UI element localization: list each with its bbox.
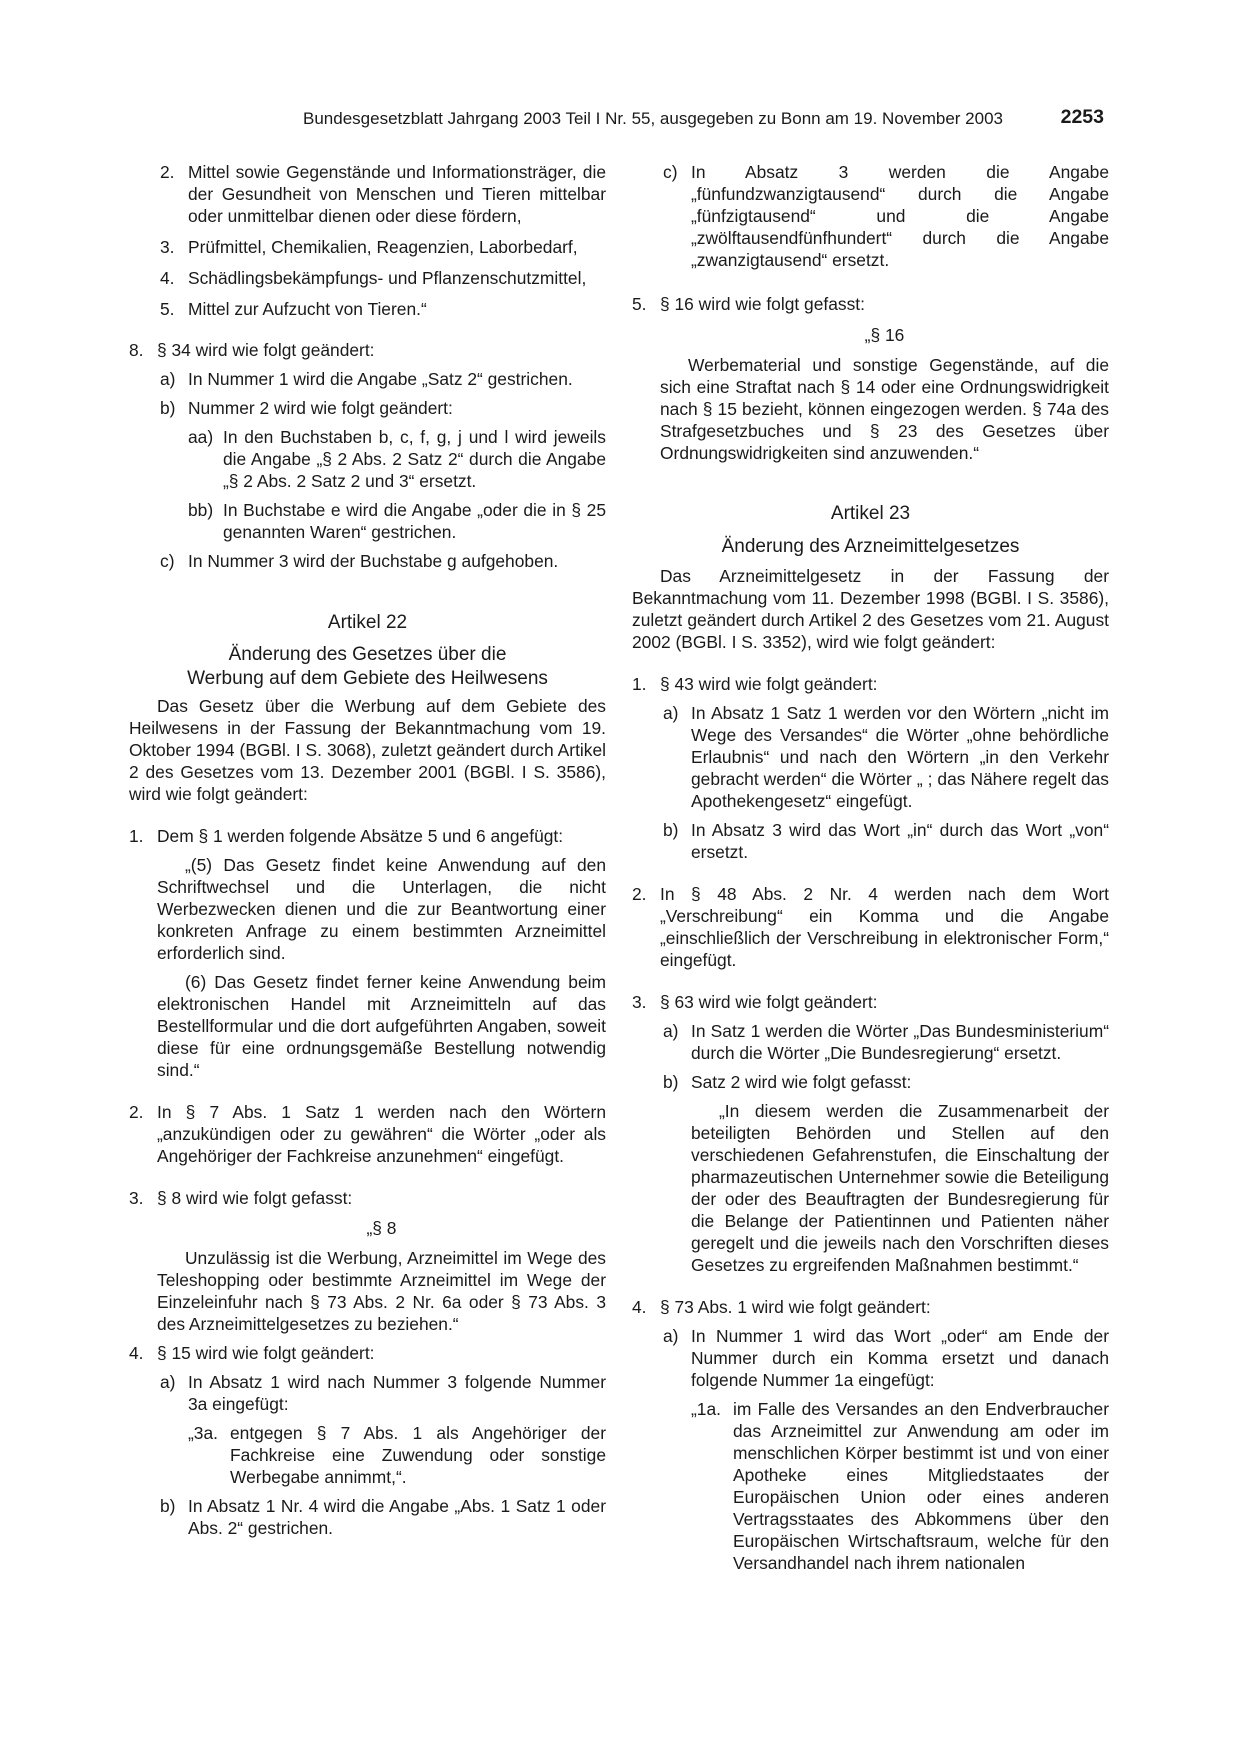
list-item — [129, 1342, 606, 1364]
item-label: 4. — [632, 1297, 647, 1317]
left-column — [129, 161, 606, 1539]
quoted-paragraph: Unzulässig ist die Werbung, Arzneimittel im Wege des Teleshopping oder bestimmte Arzneimittel im Wege der Einzeleinfuhr nach § 73 Abs. 2 Nr. 6a oder § 73 Abs. 3 des Arzneimittelgesetzes zu beziehen.“ — [157, 1248, 606, 1334]
article-title-line: Änderung des Gesetzes über die — [228, 644, 507, 665]
sub-item-text: In Absatz 1 Nr. 4 wird die Angabe „Abs. 1 Satz 1 oder Abs. 2“ gestrichen. — [188, 1496, 606, 1538]
item-text: Mittel sowie Gegenstände und Informationsträger, die der Gesundheit von Menschen und Tieren mittelbar oder unmittelbar dienen oder diese fördern, — [188, 162, 606, 226]
item-label: 5. — [632, 294, 647, 314]
sub-item-text: In Nummer 1 wird das Wort „oder“ am Ende der Nummer durch ein Komma ersetzt und danach folgende Nummer 1a eingefügt: — [691, 1326, 1109, 1390]
sub-item-label: a) — [663, 703, 679, 723]
sub-item-label: a) — [160, 369, 176, 389]
section-heading: „§ 16 — [864, 325, 905, 345]
sub-item-text: In Nummer 3 wird der Buchstabe g aufgehoben. — [188, 551, 559, 571]
sub-item-text: In Absatz 3 werden die Angabe „fünfundzwanzigtausend“ durch die Angabe „fünfzigtausend“ und die Angabe „zwölftausendfünfhundert“ durch die Angabe „zwanzigtausend“ ersetzt. — [691, 162, 1109, 270]
quoted-item-text: entgegen § 7 Abs. 1 als Angehöriger der Fachkreise eine Zuwendung oder sonstige Werbegabe annimmt,“. — [230, 1423, 606, 1487]
item-text: § 8 wird wie folgt gefasst: — [157, 1188, 353, 1208]
item-text: § 34 wird wie folgt geändert: — [157, 340, 375, 360]
sub-item-label: b) — [663, 820, 679, 840]
sub-item — [160, 397, 606, 419]
page-header — [0, 108, 1244, 132]
quoted-paragraph: Werbematerial und sonstige Gegenstände, auf die sich eine Straftat nach § 14 oder eine Ordnungswidrigkeit nach § 15 bezieht, können eingezogen werden. § 74a des Strafgesetzbuches und § 23 des Gesetzes über Ordnungswidrigkeiten sind anzuwenden.“ — [660, 355, 1109, 463]
quoted-paragraph: (6) Das Gesetz findet ferner keine Anwendung beim elektronischen Handel mit Arzneimitteln auf das Bestellformular und die dort aufgeführten Angaben, soweit diese für eine ordnungsgemäße Bestellung notwendig sind.“ — [157, 972, 606, 1080]
sub-sub-item — [188, 499, 606, 543]
item-text: Mittel zur Aufzucht von Tieren.“ — [188, 299, 427, 319]
sub-item-label: b) — [160, 398, 176, 418]
section-heading: „§ 8 — [366, 1218, 397, 1238]
sub-item — [160, 368, 606, 390]
list-item — [632, 293, 1109, 315]
sub-item — [663, 819, 1109, 863]
quoted-paragraph: „(5) Das Gesetz findet keine Anwendung auf den Schriftwechsel und die Unterlagen, die nicht Werbezwecken dienen und die zur Beantwortung einer konkreten Anfrage zu einem bestimmten Arzneimittel erforderlich sind. — [157, 855, 606, 963]
item-label: 3. — [632, 992, 647, 1012]
list-item — [632, 673, 1109, 695]
article-title-line: Werbung auf dem Gebiete des Heilwesens — [187, 668, 548, 689]
quoted-item-label: „3a. — [188, 1423, 218, 1443]
sub-item-label: c) — [160, 551, 175, 571]
item-label: 4. — [160, 268, 175, 288]
item-text: In § 48 Abs. 2 Nr. 4 werden nach dem Wort „Verschreibung“ ein Komma und die Angabe „einschließlich der Verschreibung in elektronischer Form,“ eingefügt. — [660, 884, 1109, 970]
list-item — [632, 883, 1109, 971]
sub-item-label: a) — [663, 1021, 679, 1041]
sub-item-label: b) — [160, 1496, 176, 1516]
list-item — [160, 236, 606, 258]
item-label: 3. — [129, 1188, 144, 1208]
article-title: Änderung des Arzneimittelgesetzes — [721, 536, 1020, 557]
article-title — [129, 643, 606, 691]
sub-sub-item-text: In Buchstabe e wird die Angabe „oder die in § 25 genannten Waren“ gestrichen. — [223, 500, 606, 542]
list-item — [632, 991, 1109, 1013]
item-label: 2. — [129, 1102, 144, 1122]
sub-item — [663, 1325, 1109, 1391]
item-label: 2. — [632, 884, 647, 904]
sub-item-label: a) — [663, 1326, 679, 1346]
item-label: 8. — [129, 340, 144, 360]
item-text: Prüfmittel, Chemikalien, Reagenzien, Laborbedarf, — [188, 237, 578, 257]
sub-item — [663, 1020, 1109, 1064]
item-label: 2. — [160, 162, 175, 182]
sub-item-text: In Absatz 1 wird nach Nummer 3 folgende Nummer 3a eingefügt: — [188, 1372, 606, 1414]
sub-item-text: Satz 2 wird wie folgt gefasst: — [691, 1072, 912, 1092]
sub-item — [663, 702, 1109, 812]
sub-item-text: Nummer 2 wird wie folgt geändert: — [188, 398, 453, 418]
sub-sub-item-label: bb) — [188, 500, 214, 520]
sub-item-text: In Absatz 1 Satz 1 werden vor den Wörtern „nicht im Wege des Versandes“ die Wörter „ohne behördliche Erlaubnis“ und nach den Wörtern „in den Verkehr gebracht werden“ die Wörter „ ; das Nähere regelt das Apothekengesetz“ eingefügt. — [691, 703, 1109, 811]
sub-item — [663, 1071, 1109, 1093]
item-text: § 15 wird wie folgt geändert: — [157, 1343, 375, 1363]
sub-sub-item-text: In den Buchstaben b, c, f, g, j und l wird jeweils die Angabe „§ 2 Abs. 2 Satz 2“ durch die Angabe „§ 2 Abs. 2 Satz 2 und 3“ ersetzt. — [223, 427, 606, 491]
quoted-item-text: im Falle des Versandes an den Endverbraucher das Arzneimittel zur Anwendung am oder im menschlichen Körper bestimmt ist und von einer Apotheke eines Mitgliedstaates der Europäischen Union oder eines anderen Vertragsstaates des Abkommens über den Europäischen Wirtschaftsraum, welche für den Versandhandel nach ihrem nationalen — [733, 1399, 1109, 1573]
item-text: Dem § 1 werden folgende Absätze 5 und 6 angefügt: — [157, 826, 564, 846]
sub-item-label: b) — [663, 1072, 679, 1092]
sub-item-label: c) — [663, 162, 678, 182]
sub-item-text: In Absatz 3 wird das Wort „in“ durch das Wort „von“ ersetzt. — [691, 820, 1109, 862]
item-text: In § 7 Abs. 1 Satz 1 werden nach den Wörtern „anzukündigen oder zu gewähren“ die Wörter „oder als Angehöriger der Fachkreise anzunehmen“ eingefügt. — [157, 1102, 606, 1166]
article-intro: Das Gesetz über die Werbung auf dem Gebiete des Heilwesens in der Fassung der Bekanntmachung vom 19. Oktober 1994 (BGBl. I S. 3068), zuletzt geändert durch Artikel 2 des Gesetzes vom 13. Dezember 2001 (BGBl. I S. 3586), wird wie folgt geändert: — [129, 696, 606, 804]
list-item — [632, 1296, 1109, 1318]
article-intro: Das Arzneimittelgesetz in der Fassung der Bekanntmachung vom 11. Dezember 1998 (BGBl. I S. 3586), zuletzt geändert durch Artikel 2 des Gesetzes vom 21. August 2002 (BGBl. I S. 3352), wird wie folgt geändert: — [632, 566, 1109, 652]
header-title: Bundesgesetzblatt Jahrgang 2003 Teil I Nr. 55, ausgegeben zu Bonn am 19. November 2003 — [303, 109, 1003, 128]
list-item — [129, 1101, 606, 1167]
right-column — [632, 161, 1109, 1574]
sub-item — [160, 1371, 606, 1415]
sub-item — [160, 550, 606, 572]
item-text: § 16 wird wie folgt gefasst: — [660, 294, 865, 314]
quoted-item-label: „1a. — [691, 1399, 721, 1419]
page-number: 2253 — [1060, 106, 1104, 128]
list-item — [160, 298, 606, 320]
item-label: 5. — [160, 299, 175, 319]
quoted-paragraph: „In diesem werden die Zusammenarbeit der beteiligten Behörden und Stellen auf den verschiedenen Gefahrenstufen, die Einschaltung der pharmazeutischen Unternehmer sowie die Beteiligung der oder des Beauftragten der Bundesregierung für die Belange der Patientinnen und Patienten näher geregelt und die jeweils nach den Vorschriften dieses Gesetzes zu ergreifenden Maßnahmen bestimmt.“ — [691, 1101, 1109, 1275]
quoted-item — [188, 1422, 606, 1488]
list-item — [129, 339, 606, 361]
item-label: 1. — [632, 674, 647, 694]
item-label: 4. — [129, 1343, 144, 1363]
sub-item-label: a) — [160, 1372, 176, 1392]
sub-item-text: In Nummer 1 wird die Angabe „Satz 2“ gestrichen. — [188, 369, 573, 389]
sub-item-text: In Satz 1 werden die Wörter „Das Bundesministerium“ durch die Wörter „Die Bundesregierung“ ersetzt. — [691, 1021, 1109, 1063]
item-label: 3. — [160, 237, 175, 257]
list-item — [129, 1187, 606, 1209]
list-item — [160, 267, 606, 289]
item-label: 1. — [129, 826, 144, 846]
article-number: Artikel 23 — [830, 503, 911, 524]
item-text: § 43 wird wie folgt geändert: — [660, 674, 878, 694]
list-item — [160, 161, 606, 227]
item-text: § 63 wird wie folgt geändert: — [660, 992, 878, 1012]
item-text: § 73 Abs. 1 wird wie folgt geändert: — [660, 1297, 931, 1317]
sub-sub-item — [188, 426, 606, 492]
item-text: Schädlingsbekämpfungs- und Pflanzenschutzmittel, — [188, 268, 587, 288]
sub-item — [160, 1495, 606, 1539]
list-item — [129, 825, 606, 847]
article-number: Artikel 22 — [327, 612, 408, 633]
sub-sub-item-label: aa) — [188, 427, 214, 447]
quoted-item — [691, 1398, 1109, 1574]
sub-item — [663, 161, 1109, 271]
